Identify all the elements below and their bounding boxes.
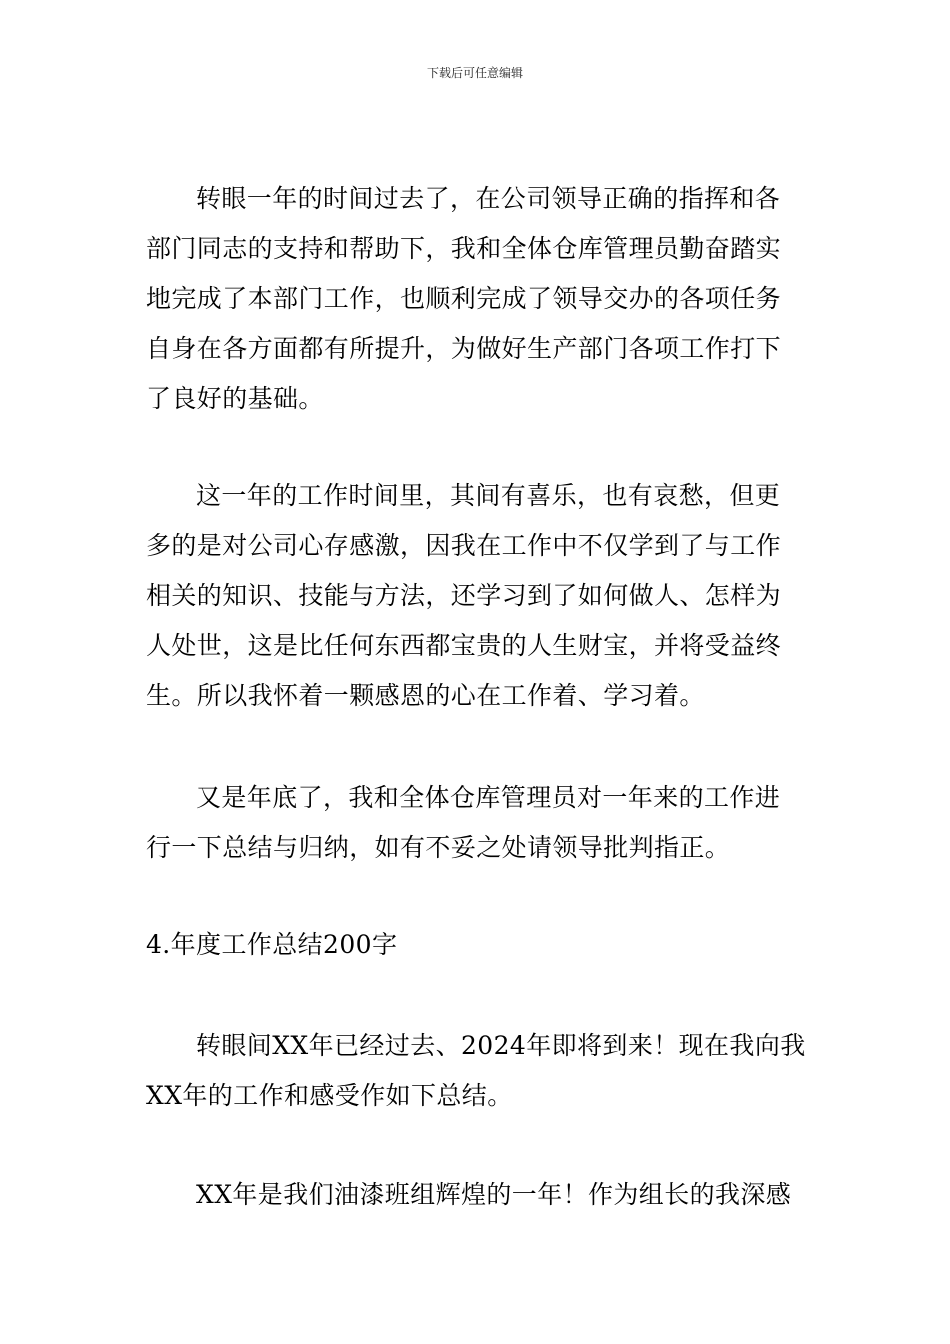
paragraph-line: 相关的知识、技能与方法，还学习到了如何做人、怎样为 (146, 581, 782, 610)
paragraph-line: 自身在各方面都有所提升，为做好生产部门各项工作打下 (146, 334, 782, 363)
paragraph-line: 地完成了本部门工作，也顺利完成了领导交办的各项任务 (146, 284, 782, 313)
section-heading: 4.年度工作总结200字 (146, 930, 398, 959)
paragraph-line: 人处世，这是比任何东西都宝贵的人生财宝，并将受益终 (146, 631, 782, 660)
paragraph-line: 生。所以我怀着一颗感恩的心在工作着、学习着。 (146, 681, 705, 710)
paragraph-line: 了良好的基础。 (146, 384, 324, 413)
paragraph-line: 转眼一年的时间过去了，在公司领导正确的指挥和各 (196, 184, 781, 213)
paragraph-line: XX年的工作和感受作如下总结。 (146, 1081, 513, 1110)
paragraph-line: 行一下总结与归纳，如有不妥之处请领导批判指正。 (146, 833, 731, 862)
paragraph-line: 多的是对公司心存感激，因我在工作中不仅学到了与工作 (146, 531, 782, 560)
paragraph-line: XX年是我们油漆班组辉煌的一年！作为组长的我深感 (196, 1180, 792, 1209)
paragraph-line: 转眼间XX年已经过去、2024年即将到来！现在我向我 (196, 1031, 806, 1060)
page-header: 下载后可任意编辑 (426, 66, 523, 80)
paragraph-line: 又是年底了，我和全体仓库管理员对一年来的工作进 (196, 783, 781, 812)
paragraph-line: 这一年的工作时间里，其间有喜乐，也有哀愁，但更 (196, 481, 781, 510)
paragraph-line: 部门同志的支持和帮助下，我和全体仓库管理员勤奋踏实 (146, 234, 782, 263)
